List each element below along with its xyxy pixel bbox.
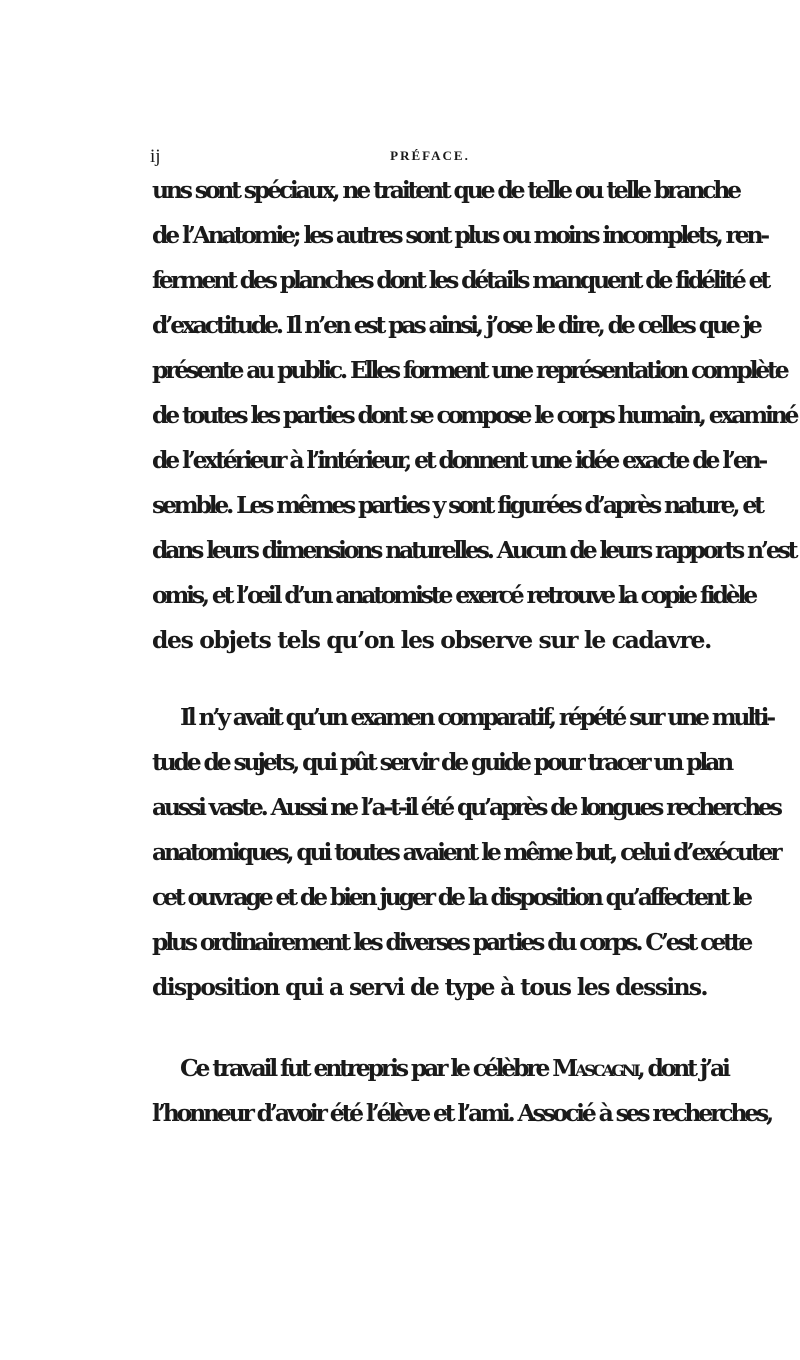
text-line: tude de sujets, qui pût servir de guide pour tracer un plan bbox=[152, 748, 732, 776]
text-line: anatomiques, qui toutes avaient le même but, celui d’exécuter bbox=[152, 838, 780, 866]
text-line: plus ordinairement les diverses parties du corps. C’est cette bbox=[152, 928, 751, 956]
paragraph-3 bbox=[152, 1053, 771, 1143]
paragraph-2 bbox=[152, 702, 780, 1017]
text-line: dans leurs dimensions naturelles. Aucun de leurs rapports n’est bbox=[152, 536, 796, 564]
text-line: de l’Anatomie; les autres sont plus ou moins incomplets, ren- bbox=[152, 221, 767, 249]
text-line: Il n’y avait qu’un examen comparatif, répété sur une multi- bbox=[180, 703, 773, 731]
text-line: de l’extérieur à l’intérieur, et donnent une idée exacte de l’en- bbox=[152, 446, 766, 474]
text-line: aussi vaste. Aussi ne l’a-t-il été qu’après de longues recherches bbox=[152, 793, 780, 821]
text-line: des objets tels qu’on les observe sur le cadavre. bbox=[152, 626, 711, 654]
text-line: ferment des planches dont les détails manquent de fidélité et bbox=[152, 266, 769, 294]
text-line bbox=[152, 1053, 728, 1098]
running-title: PRÉFACE. bbox=[390, 148, 470, 163]
text-line: semble. Les mêmes parties y sont figurées d’après nature, et bbox=[152, 491, 762, 519]
page-header bbox=[150, 146, 710, 170]
text-segment: Ce travail fut entrepris par le célèbre bbox=[180, 1054, 553, 1082]
author-name: Mascagni bbox=[552, 1054, 638, 1082]
text-segment: , dont j’ai bbox=[637, 1054, 728, 1082]
paragraph-1 bbox=[152, 175, 797, 670]
text-line: présente au public. Elles forment une représentation complète bbox=[152, 356, 787, 384]
text-line: uns sont spéciaux, ne traitent que de telle ou telle branche bbox=[152, 176, 739, 204]
text-line: omis, et l’œil d’un anatomiste exercé retrouve la copie fidèle bbox=[152, 581, 755, 609]
text-line: disposition qui a servi de type à tous les dessins. bbox=[152, 973, 707, 1001]
page-number: ij bbox=[150, 146, 161, 167]
text-line: cet ouvrage et de bien juger de la disposition qu’affectent le bbox=[152, 883, 750, 911]
text-line: d’exactitude. Il n’en est pas ainsi, j’ose le dire, de celles que je bbox=[152, 311, 760, 339]
text-line: de toutes les parties dont se compose le corps humain, examiné bbox=[152, 401, 797, 429]
text-line: l’honneur d’avoir été l’élève et l’ami. Associé à ses recherches, bbox=[152, 1099, 771, 1127]
